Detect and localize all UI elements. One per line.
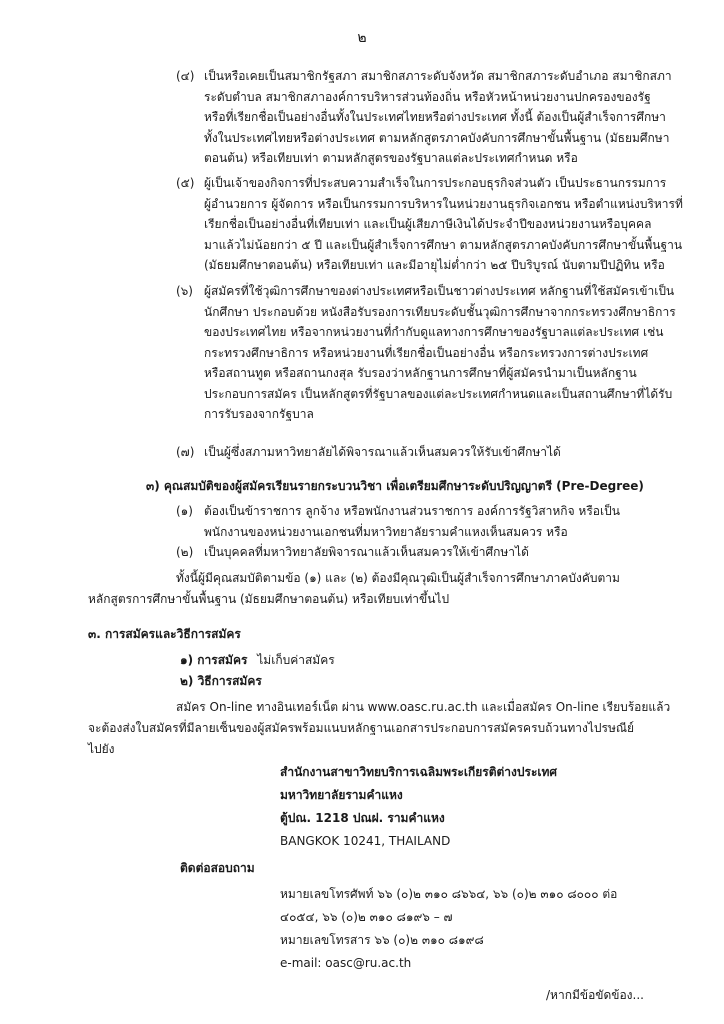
method-paragraph-line: สมัคร On-line ทางอินเทอร์เน็ต ผ่าน www.oasc.ru.ac.th และเมื่อสมัคร On-line เรียบร้อยแล้ว (176, 700, 671, 714)
address-line: มหาวิทยาลัยรามคำแหง (280, 788, 403, 802)
address-line: ตู้ปณ. 1218 ปณฝ. รามคำแหง (280, 811, 445, 825)
contact-phone-line: หมายเลขโทรศัพท์ ๖๖ (๐)๒ ๓๑๐ ๘๖๖๔, ๖๖ (๐)๒ ๓๑๐ ๘๐๐๐ ต่อ (280, 887, 618, 901)
predegree-note-line: ทั้งนี้ผู้มีคุณสมบัติตามข้อ (๑) และ (๒) ต้องมีคุณวุฒิเป็นผู้สำเร็จการศึกษาภาคบังคับตาม (176, 571, 620, 585)
item-text-line: ประกอบการสมัคร เป็นหลักสูตรที่รัฐบาลของแต่ละประเทศกำหนดและเป็นสถานศึกษาที่ได้รับ (204, 386, 673, 401)
contact-heading: ติดต่อสอบถาม (180, 861, 255, 875)
address-line: BANGKOK 10241, THAILAND (280, 834, 451, 848)
item-text-line: ผู้เป็นเจ้าของกิจการที่ประสบความสำเร็จในการประกอบธุรกิจส่วนตัว เป็นประธานกรรมการ (204, 176, 667, 190)
item-text-line: เป็นหรือเคยเป็นสมาชิกรัฐสภา สมาชิกสภาระดับจังหวัด สมาชิกสภาระดับอำเภอ สมาชิกสภา (204, 69, 672, 83)
application-fee-item (180, 650, 335, 671)
item-text-line: ผู้สมัครที่ใช้วุฒิการศึกษาของต่างประเทศหรือเป็นชาวต่างประเทศ หลักฐานที่ใช้สมัครเข้าเป็น (204, 284, 675, 298)
contact-email: e-mail: oasc@ru.ac.th (280, 956, 412, 970)
item-text-line: มาแล้วไม่น้อยกว่า ๕ ปี และเป็นผู้สำเร็จการศึกษา ตามหลักสูตรภาคบังคับการศึกษาขั้นพื้นฐาน (204, 237, 683, 252)
item-number: (๖) (176, 284, 193, 298)
section-heading: ๓. การสมัครและวิธีการสมัคร (88, 627, 241, 641)
item-text-line: ต้องเป็นข้าราชการ ลูกจ้าง หรือพนักงานส่วนราชการ องค์การรัฐวิสาหกิจ หรือเป็น (204, 504, 620, 518)
address-line: สำนักงานสาขาวิทยบริการเฉลิมพระเกียรติต่างประเทศ (280, 765, 558, 779)
page-number: ๒ (357, 30, 367, 46)
item-text-line: พนักงานของหน่วยงานเอกชนที่มหาวิทยาลัยรามคำแหงเห็นสมควร หรือ (204, 524, 568, 539)
contact-phone-line: ๔๐๕๔, ๖๖ (๐)๒ ๓๑๐ ๘๑๙๖ – ๗ (280, 910, 453, 924)
item-text-line: เรียกชื่อเป็นอย่างอื่นที่เทียบเท่า และเป็นผู้เสียภาษีเงินได้ประจำปีของหน่วยงานหรือบุคคล (204, 217, 652, 231)
item-text-line: ของประเทศไทย หรือจากหน่วยงานที่กำกับดูแลทางการศึกษาของรัฐบาลแต่ละประเทศ เช่น (204, 325, 664, 339)
item-label: ๑) การสมัคร (180, 653, 248, 667)
item-text-line: (มัธยมศึกษาตอนต้น) หรือเทียบเท่า และมีอายุไม่ต่ำกว่า ๒๕ ปีบริบูรณ์ นับตามปีปฏิทิน หรือ (204, 258, 665, 272)
item-text-line: หรือที่เรียกชื่อเป็นอย่างอื่นทั้งในประเทศไทยหรือต่างประเทศ ทั้งนี้ ต้องเป็นผู้สำเร็จการศึกษา (204, 110, 666, 124)
predegree-note-line: หลักสูตรการศึกษาขั้นพื้นฐาน (มัธยมศึกษาตอนต้น) หรือเทียบเท่าขึ้นไป (88, 592, 450, 606)
item-text-line: ทั้งในประเทศไทยหรือต่างประเทศ ตามหลักสูตรภาคบังคับการศึกษาขั้นพื้นฐาน (มัธยมศึกษา (204, 130, 670, 145)
item-text-line: กระทรวงศึกษาธิการ หรือหน่วยงานที่เรียกชื่อเป็นอย่างอื่น หรือกระทรวงการต่างประเทศ (204, 345, 649, 360)
item-number: (๕) (176, 176, 195, 190)
method-paragraph-line: ไปยัง (88, 742, 115, 756)
predegree-heading: ๓) คุณสมบัติของผู้สมัครเรียนรายกระบวนวิชา เพื่อเตรียมศึกษาระดับปริญญาตรี (Pre-Degree) (146, 479, 644, 493)
contact-fax: หมายเลขโทรสาร ๖๖ (๐)๒ ๓๑๐ ๘๑๙๘ (280, 933, 484, 947)
item-value: ไม่เก็บค่าสมัคร (257, 653, 335, 667)
item-number: (๒) (176, 545, 194, 559)
application-method-label: ๒) วิธีการสมัคร (180, 674, 262, 688)
item-text-line: ผู้อำนวยการ ผู้จัดการ หรือเป็นกรรมการบริหารในหน่วยงานธุรกิจเอกชน หรือตำแหน่งบริหารที่ (204, 196, 683, 211)
item-number: (๑) (176, 504, 193, 518)
item-text-line: เป็นผู้ซึ่งสภามหาวิทยาลัยได้พิจารณาแล้วเห็นสมควรให้รับเข้าศึกษาได้ (204, 445, 561, 459)
continued-marker: /หากมีข้อขัดข้อง... (546, 988, 644, 1002)
item-text-line: เป็นบุคคลที่มหาวิทยาลัยพิจารณาแล้วเห็นสมควรให้เข้าศึกษาได้ (204, 545, 529, 559)
item-text-line: ตอนต้น) หรือเทียบเท่า ตามหลักสูตรของรัฐบาลแต่ละประเทศกำหนด หรือ (204, 151, 578, 165)
item-text-line: การรับรองจากรัฐบาล (204, 407, 314, 421)
item-number: (๗) (176, 445, 195, 459)
item-text-line: ระดับตำบล สมาชิกสภาองค์การบริหารส่วนท้องถิ่น หรือหัวหน้าหน่วยงานปกครองของรัฐ (204, 89, 651, 104)
method-paragraph-line: จะต้องส่งใบสมัครที่มีลายเซ็นของผู้สมัครพร้อมแนบหลักฐานเอกสารประกอบการสมัครครบถ้วนทางไปรษณีย์ (88, 721, 635, 735)
item-text-line: หรือสถานทูต หรือสถานกงสุล รับรองว่าหลักฐานการศึกษาที่ผู้สมัครนำมาเป็นหลักฐาน (204, 366, 637, 380)
item-text-line: นักศึกษา ประกอบด้วย หนังสือรับรองการเทียบระดับชั้นวุฒิการศึกษาจากกระทรวงศึกษาธิการ (204, 304, 676, 319)
item-number: (๔) (176, 69, 195, 83)
